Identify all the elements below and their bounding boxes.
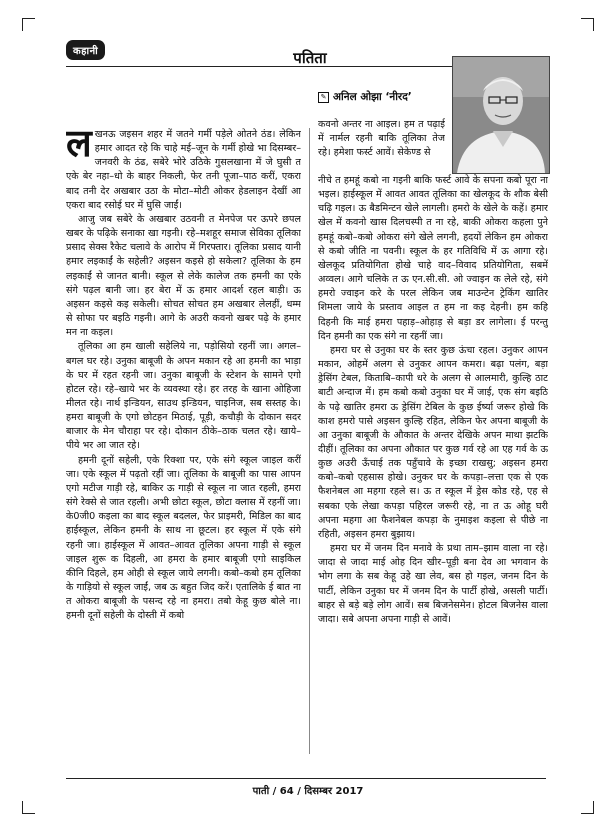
crop-mark-bottom-left — [22, 801, 35, 814]
story-paragraph: हमरा घर में जनम दिन मनावे के प्रथा ताम–झाम वाला ना रहे। जादा से जादा माई ओह दिन खीर–पूड़ी बना देव आ भगवान के भोग लगा के सब केहू उहे खा लेव, बस हो गइल, जनम दिन के पार्टी, लेकिन उनुका घर में जनम दिन के पार्टी होखे, असली पार्टी। बाहर से बड़े बड़े लोग आवें। सब बिजनेसमेन। होटल बिजनेस वाला जादा। सबे अपना अपना गाड़ी से आवें। — [318, 543, 548, 625]
crop-mark-bottom-right — [581, 801, 594, 814]
column-divider — [309, 128, 310, 754]
section-tag: कहानी — [66, 40, 105, 60]
author-photo — [452, 56, 550, 174]
author-byline — [318, 90, 412, 104]
crop-mark-top-left — [22, 18, 35, 31]
dropcap: ल — [66, 128, 92, 165]
pen-icon: ✎ — [318, 92, 329, 103]
story-paragraph: हमरा घर से उनुका घर के स्तर कुछ ऊंचा रहल। उनुकर आपन मकान, ओहमें अलग से उनुकर आपन कमरा। बढ़ा पलंग, बड़ा ड्रेसिंग टेबल, किताबि–कापी धरे के अलग से आलमारी, कुल्हि ठाट बाटी अन्दाज में। हम कबो कबो उनुका घर में जाई, एक संग बइठि के पढ़े खातिर हमरा ऊ ड्रेसिंग टेबिल के कुछ ईर्ष्या जरूर होखे कि काश हमरो पासे अइसन कुल्हि रहित, लेकिन फेर अपना बाबूजी के आ उनुका बाबूजी के औकात के अन्तर देखिके अपन माथा झटकि दीहीं। तूलिका का अपना औकात पर कुछ गर्व रहे आ एह गर्व के ऊ कुछ अउरी ऊँचाई तक पहुँचावे के इच्छा राखसु; अइसन हमरा कबो–कबो एहसास होखे। उनुकर घर के कपड़ा–लत्ता एक से एक फैशनेबल आ महगा रहले स। ऊ त स्कूल में ड्रेस कोड रहे, एह से सबका एके लेखा कपड़ा पहिरल जरूरी रहे, ना त ऊ ओहू घरी अपना महगा आ फैशनेबल कपड़ा के नुमाइश कइला से पीछे ना रहिती, अइसन हमरा बुझाय। — [318, 344, 548, 540]
story-title: पतिता — [293, 49, 327, 67]
author-name: अनिल ओझा ‘नीरद’ — [333, 91, 412, 103]
story-paragraph: आजु जब सबेरे के अखबार उठवनी त मेनपेज पर ऊपरे छपल खबर के पढ़िके सनाका खा गइनी। रहे–मशहूर समाज सेविका तूलिका प्रसाद सेक्स रैकेट चलावे के आरोप में गिरफ्तार। तूलिका प्रसाद यानी हमार लइकाईं के सहेली? अइसन कइसे हो सकेला? तूलिका के हम लइकाईं से जानत बानी। स्कूल से लेके कालेज तक हमनी का एके संगे पढ़ल बानी जा। हर बेरा में ऊ हमार आदर्श रहल बाड़ी। ऊ अइसन कइसे कइ सकेली। सोचत सोचत हम अखबार लेलहीं, धम्म से सोफा पर बइठि गइनी। आगे के अउरी कवनो खबर पढ़े के हमार मन ना कइल। — [66, 213, 301, 339]
story-paragraph: खनऊ जइसन शहर में जतने गर्मी पड़ेले ओतने ठंड। लेकिन हमार आदत रहे कि चाहे मई–जून के गर्मी होखे भा दिसम्बर–जनवरी के ठंढ, सबेरे भोरे उठिके गुसलखाना में जे घुसी त एके बेर नहा–धो के बाहर निकली, फेर तनी पूजा–पाठ करीं, एकरा बाद तनी देर अखबार उठा के मोटा–मोटी ओकर हेडलाइन देखीं आ एकरा बाद रसोई घर में घुसि जाईं। — [66, 129, 301, 211]
story-paragraph: तूलिका आ हम खाली सहेलिये ना, पड़ोसियो रहनीं जा। अगल–बगल घर रहे। उनुका बाबूजी के अपन मकान रहे आ हमनी का भाड़ा के घर में रहत रहनी जा। उनुका बाबूजी के स्टेशन के सामने एगो होटल रहे। रहे–खाये भर के व्यवस्था रहे। हर तरह के खाना ओहिजा मीलत रहे। नार्थ इन्डियन, साउथ इन्डियन, चाइनिज, सब सस्तह के। हमरा बाबूजी के एगो छोटहन मिठाई, पूड़ी, कचौड़ी के दोकान सदर बाजार के मेन चौराहा पर रहे। दोकान ठीके–ठाक चलत रहे। खाये–पीये भर आ जात रहे। — [66, 341, 301, 452]
footer-rule — [66, 778, 546, 779]
story-right-column — [318, 174, 548, 756]
story-paragraph: नीचे त हमहूं कबो ना गइनी बाकि फर्स्ट आवे के सपना कबो पूरा ना भइल। हाईस्कूल में आवत आवत तूलिका का खेलकूद के शौक बेसी चढ़ि गइल। ऊ बैडमिन्टन खेले लागली। हमरो के खेले के कहें। हमार खेल में कवनो खास दिलचस्पी त ना रहे, बाकी ओकरा कहला पुने हमहूं कबो–कबो ओकरा संगे खेले लगनी, हदयों लेकिन हम ओकरा से कबो जीति ना पवनी। स्कूल के हर गतिविधि में ऊ आगा रहे। खेलकूद प्रतियोगिता होखे चाहे वाद–विवाद प्रतियोगिता, सबमें अव्वल। आगे चलिके त ऊ एन.सी.सी. ओ ज्वाइन क लेले रहे, संगे हमरो ज्वाइन करे के परल लेकिन जब माउन्टेन ट्रेकिंग खातिर शिमला जाये के प्रस्ताव आइल त हम ना कइ देहनी। हम कहि दिहनी कि माई हमरा पहाड़–ओहाड़ से बड़ा डर लागेला। ई परन्तु दिन हमनी का एक संगे ना रहनीं जा। — [318, 175, 548, 342]
page-footer: पाती / 64 / दिसम्बर 2017 — [252, 786, 364, 797]
author-photo-illustration — [453, 57, 549, 173]
crop-mark-top-right — [581, 18, 594, 31]
story-paragraph: कवनो अन्तर ना आइल। हम त पढ़ाई में नार्मल रहनी बाकि तूलिका तेज रहे। हमेशा फर्स्ट आवें। सेकेण्ड से — [318, 119, 445, 159]
story-paragraph: हमनी दूनों सहेली, एके रिक्शा पर, एके संगे स्कूल जाइल करीं जा। एके स्कूल में पढ़तो रहीं जा। तूलिका के बाबूजी का पास आपन एगो मटीज गाड़ी रहे, बाकिर ऊ गाड़ी से स्कूल ना जात रहली, हमरा संगे रेक्से से जात रहली। अभी छोटा स्कूल, छोटा क्लास में रहनीं जा। के0जी0 कइला का बाद स्कूल बदलल, फेर प्राइमरी, मिडिल का बाद हाईस्कूल, लेकिन हमनी के साथ ना छूटल। हर स्कूल में एके संगे रहनी जा। हाईस्कूल में आवत–आवत तूलिका अपना गाड़ी से स्कूल जाइल शुरू क दिहली, आ हमरा के हमार बाबूजी एगो साइकिल कीनि दिहले, हम ओही से स्कूल जाये लगनी। कबो–कबो हम तूलिका के गाड़ियो से स्कूल जाईं, जब ऊ बहुत जिद करें। एतालिके ई बात ना त ओकरा बाबूजी के पसन्द रहे ना हमरा। तबो केहू कुछ बोले ना। हमनी दूनों सहेली के दोस्ती में कबो — [66, 454, 301, 622]
story-right-top-text — [318, 118, 445, 174]
story-left-column — [66, 128, 301, 756]
